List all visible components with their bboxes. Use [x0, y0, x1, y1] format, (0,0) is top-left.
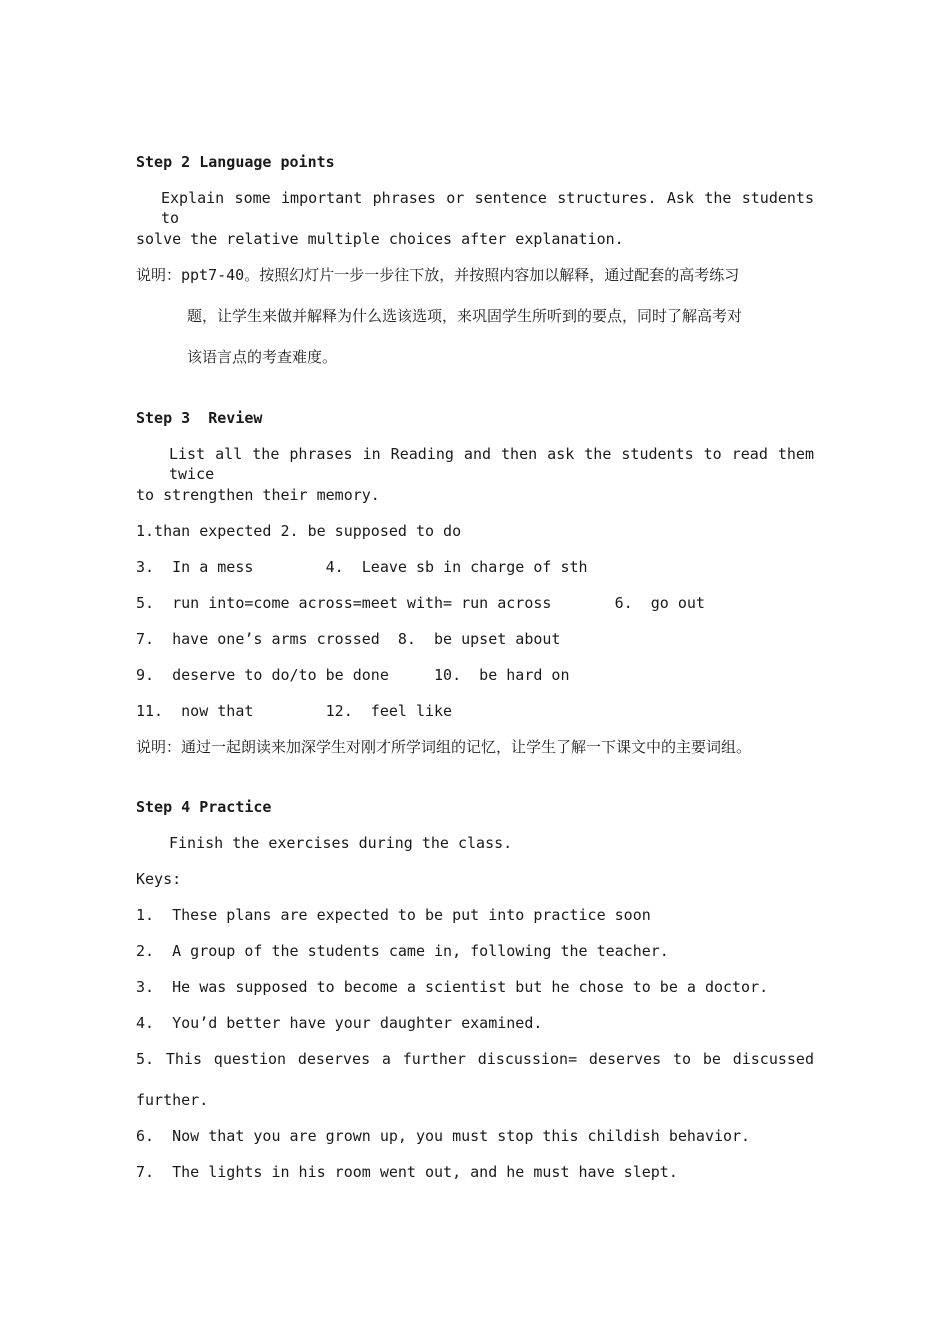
step4-paragraph: Finish the exercises during the class.	[169, 834, 513, 852]
step3-heading: Step 3 Review	[136, 409, 263, 427]
key-line: 5. This question deserves a further discussion= deserves to be discussed	[136, 1050, 814, 1068]
key-line: 1. These plans are expected to be put into practice soon	[136, 906, 651, 924]
key-line: 4. You’d better have your daughter examined.	[136, 1014, 543, 1032]
key-line: 7. The lights in his room went out, and he must have slept.	[136, 1163, 678, 1181]
key-line: 3. He was supposed to become a scientist but he chose to be a doctor.	[136, 978, 769, 996]
phrase-line: 11. now that 12. feel like	[136, 702, 453, 720]
phrase-line: 5. run into=come across=meet with= run across 6. go out	[136, 594, 705, 612]
key-line: 2. A group of the students came in, following the teacher.	[136, 942, 669, 960]
step3-paragraph-line2: to strengthen their memory.	[136, 486, 380, 504]
step2-paragraph-line2: solve the relative multiple choices after explanation.	[136, 230, 624, 248]
phrase-line: 1.than expected 2. be supposed to do	[136, 522, 462, 540]
phrase-line: 9. deserve to do/to be done 10. be hard on	[136, 666, 570, 684]
step2-note-line3: 该语言点的考查难度。	[187, 348, 338, 366]
step2-note-line2: 题，让学生来做并解释为什么选该选项，来巩固学生所听到的要点，同时了解高考对	[187, 307, 743, 325]
step3-note: 说明：通过一起朗读来加深学生对刚才所学词组的记忆，让学生了解一下课文中的主要词组。	[136, 738, 752, 756]
step2-paragraph-line1: Explain some important phrases or sentence structures. Ask the students to	[161, 189, 814, 227]
step3-paragraph-line1: List all the phrases in Reading and then ask the students to read them twice	[169, 445, 814, 483]
key-line: 6. Now that you are grown up, you must stop this childish behavior.	[136, 1127, 751, 1145]
step4-heading: Step 4 Practice	[136, 798, 272, 816]
keys-label: Keys:	[136, 870, 182, 888]
step2-note-line1: 说明：ppt7-40。按照幻灯片一步一步往下放，并按照内容加以解释，通过配套的高考练习	[136, 266, 740, 284]
key-line-continuation: further.	[136, 1091, 209, 1109]
phrase-line: 3. In a mess 4. Leave sb in charge of sth	[136, 558, 588, 576]
step2-heading: Step 2 Language points	[136, 153, 335, 171]
phrase-line: 7. have one’s arms crossed 8. be upset about	[136, 630, 561, 648]
